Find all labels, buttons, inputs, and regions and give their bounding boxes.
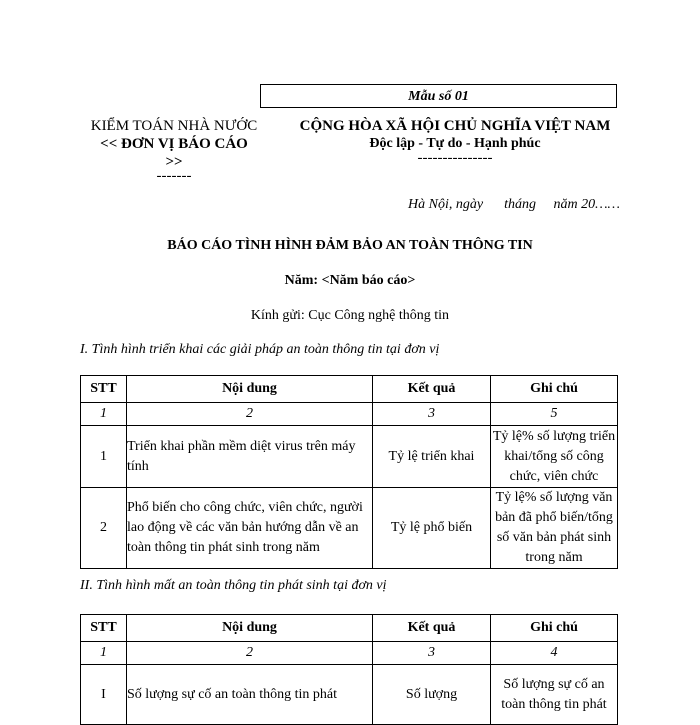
agency-divider: ------- xyxy=(156,168,192,184)
recipient-line: Kính gửi: Cục Công nghệ thông tin xyxy=(250,308,450,323)
numbering-cell: 2 xyxy=(127,642,373,665)
national-divider: --------------- xyxy=(417,150,493,166)
section1-table xyxy=(80,375,618,569)
numbering-cell: 3 xyxy=(373,642,491,665)
col-header-content: Nội dung xyxy=(127,615,373,642)
row-stt: 1 xyxy=(81,426,127,488)
row-stt: 2 xyxy=(81,488,127,569)
reporting-unit-end: >> xyxy=(165,154,183,170)
numbering-cell: 2 xyxy=(127,403,373,426)
row-result: Số lượng xyxy=(373,665,491,725)
row-content: Phổ biến cho công chức, viên chức, người lao động về các văn bản hướng dẫn về an toàn thông tin phát sinh trong năm xyxy=(127,488,373,569)
row-note: Tỷ lệ% số lượng văn bản đã phổ biến/tổng số văn bản phát sinh trong năm xyxy=(491,488,618,569)
table-header-row xyxy=(81,376,618,403)
table-row xyxy=(81,665,618,725)
col-header-result: Kết quả xyxy=(373,615,491,642)
row-content: Số lượng sự cố an toàn thông tin phát xyxy=(127,665,373,725)
numbering-row xyxy=(81,642,618,665)
col-header-note: Ghi chú xyxy=(491,376,618,403)
table-row xyxy=(81,426,618,488)
national-title: CỘNG HÒA XÃ HỘI CHỦ NGHĨA VIỆT NAM xyxy=(299,118,611,134)
row-content: Triển khai phần mềm diệt virus trên máy tính xyxy=(127,426,373,488)
row-note: Số lượng sự cố an toàn thông tin phát xyxy=(491,665,618,725)
col-header-note: Ghi chú xyxy=(491,615,618,642)
table-row xyxy=(81,488,618,569)
numbering-cell: 1 xyxy=(81,642,127,665)
date-line: Hà Nội, ngày tháng năm 20…… xyxy=(408,197,620,212)
numbering-row xyxy=(81,403,618,426)
section2-heading: II. Tình hình mất an toàn thông tin phát sinh tại đơn vị xyxy=(80,578,387,593)
numbering-cell: 3 xyxy=(373,403,491,426)
national-header xyxy=(270,117,640,166)
reporting-unit: << ĐƠN VỊ BÁO CÁO xyxy=(100,136,248,152)
row-result: Tỷ lệ phổ biến xyxy=(373,488,491,569)
form-number-box xyxy=(260,84,617,108)
numbering-cell: 5 xyxy=(491,403,618,426)
report-year: Năm: <Năm báo cáo> xyxy=(284,273,416,288)
report-title: BÁO CÁO TÌNH HÌNH ĐẢM BẢO AN TOÀN THÔNG TIN xyxy=(167,238,533,253)
numbering-cell: 1 xyxy=(81,403,127,426)
agency-header xyxy=(76,117,272,184)
row-stt: I xyxy=(81,665,127,725)
row-result: Tỷ lệ triển khai xyxy=(373,426,491,488)
agency-name: KIỂM TOÁN NHÀ NƯỚC xyxy=(90,118,258,134)
col-header-stt: STT xyxy=(81,615,127,642)
col-header-result: Kết quả xyxy=(373,376,491,403)
national-motto: Độc lập - Tự do - Hạnh phúc xyxy=(369,136,541,151)
section1-heading: I. Tình hình triển khai các giải pháp an toàn thông tin tại đơn vị xyxy=(80,342,440,357)
table-header-row xyxy=(81,615,618,642)
row-note: Tỷ lệ% số lượng triển khai/tổng số công chức, viên chức xyxy=(491,426,618,488)
numbering-cell: 4 xyxy=(491,642,618,665)
section2-table xyxy=(80,614,618,725)
col-header-content: Nội dung xyxy=(127,376,373,403)
form-number: Mẫu số 01 xyxy=(408,89,469,104)
col-header-stt: STT xyxy=(81,376,127,403)
